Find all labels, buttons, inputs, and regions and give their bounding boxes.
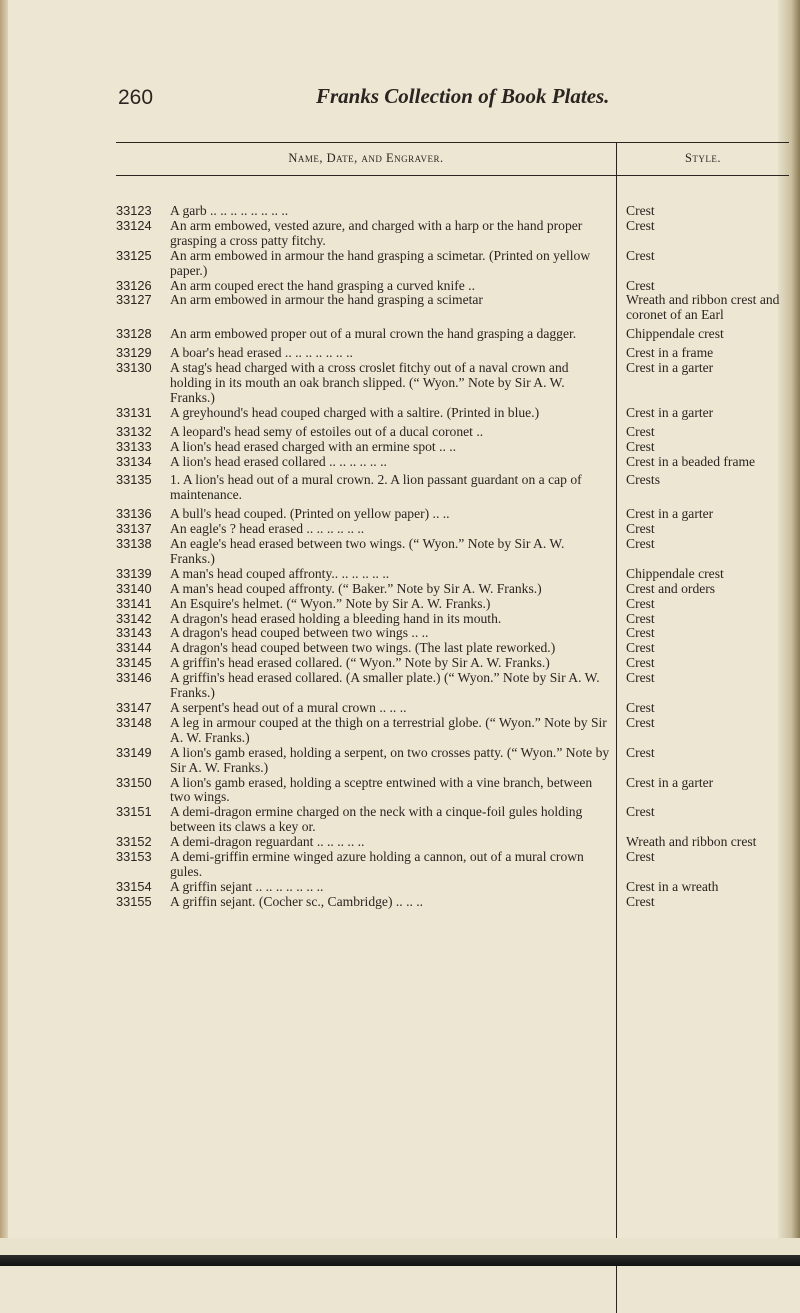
catalogue-entry (116, 746, 792, 776)
entry-number: 33144 (116, 640, 152, 656)
entry-number: 33126 (116, 277, 152, 293)
entry-description: A demi-dragon ermine charged on the neck with a cinque-foil gules holding between its claws a key or. (170, 804, 583, 835)
entry-number: 33139 (116, 565, 152, 581)
entry-style: Crest (626, 203, 655, 218)
entry-style: Crest (626, 804, 655, 820)
entry-number: 33155 (116, 893, 152, 909)
catalogue-entry (116, 522, 792, 537)
entry-number: 33145 (116, 655, 152, 671)
catalogue-entry (116, 346, 792, 361)
entry-description: 1. A lion's head out of a mural crown. 2. A lion passant guardant on a cap of maintenance. (170, 472, 582, 503)
catalogue-entry (116, 293, 792, 323)
catalogue-entry (116, 279, 792, 294)
catalogue-entry (116, 671, 792, 701)
entry-number: 33148 (116, 714, 152, 730)
catalogue-entry (116, 597, 792, 612)
entry-style: Crest (626, 670, 655, 686)
entry-style: Crest (626, 536, 655, 552)
catalogue-entry (116, 656, 792, 671)
catalogue-entry (116, 626, 792, 641)
entry-description: A griffin's head erased collared. (A smaller plate.) (“ Wyon.” Note by Sir A. W. Franks.) (170, 670, 600, 701)
entry-style: Crest (626, 893, 655, 909)
entry-number: 33146 (116, 670, 152, 686)
entry-number: 33136 (116, 506, 152, 522)
entry-description: A lion's head erased charged with an ermine spot .. .. (170, 438, 457, 454)
entry-description: A griffin sejant. (Cocher sc., Cambridge) .. .. .. (170, 893, 424, 909)
entry-description: A lion's gamb erased, holding a sceptre entwined with a vine branch, between two wings. (170, 774, 593, 805)
entry-style: Crest (626, 849, 655, 865)
entry-description: A serpent's head out of a mural crown .. .. .. (170, 700, 407, 715)
entry-style: Crest (626, 423, 655, 439)
top-rule (116, 142, 789, 143)
entry-number: 33131 (116, 404, 152, 420)
entry-style: Crest (626, 595, 655, 611)
entry-number: 33127 (116, 292, 152, 308)
entry-description: A boar's head erased .. .. .. .. .. .. .. (170, 345, 353, 361)
entry-description: A demi-dragon reguardant .. .. .. .. .. (170, 834, 365, 850)
entry-number: 33142 (116, 610, 152, 626)
entry-number: 33123 (116, 203, 152, 218)
catalogue-entry (116, 612, 792, 627)
catalogue-entry (116, 567, 792, 582)
entry-style: Crest (626, 521, 655, 537)
entry-number: 33137 (116, 521, 152, 537)
entry-style: Chippendale crest (626, 565, 724, 581)
entry-description: A griffin sejant .. .. .. .. .. .. .. (170, 878, 324, 894)
catalogue-entry (116, 850, 792, 880)
entry-description: A demi-griffin ermine winged azure holding a cannon, out of a mural crown gules. (170, 849, 584, 879)
catalogue-entry (116, 776, 792, 806)
entry-description: A dragon's head couped between two wings .. .. (170, 625, 429, 641)
entry-style: Crest (626, 625, 655, 641)
catalogue-entry (116, 537, 792, 567)
entry-number: 33130 (116, 360, 152, 376)
entry-description: An arm embowed in armour the hand grasping a scimetar. (Printed on yellow paper.) (170, 247, 591, 278)
entry-style: Crest (626, 700, 655, 715)
entry-number: 33154 (116, 878, 152, 894)
entry-style: Wreath and ribbon crest (626, 834, 757, 850)
entry-style: Crest (626, 714, 655, 730)
entry-style: Crests (626, 472, 660, 488)
entry-description: A leg in armour couped at the thigh on a terrestrial globe. (“ Wyon.” Note by Sir A. W. Franks.) (170, 714, 607, 745)
entry-number: 33153 (116, 849, 152, 865)
entry-style: Crest in a frame (626, 345, 714, 361)
catalogue-entry (116, 880, 792, 895)
catalogue-entry (116, 835, 792, 850)
catalogue-entries (116, 204, 792, 910)
catalogue-entry (116, 641, 792, 656)
entry-style: Crest (626, 610, 655, 626)
entry-description: A man's head couped affronty.. .. .. .. .. .. (170, 565, 390, 581)
entry-description: A dragon's head erased holding a bleeding hand in its mouth. (170, 610, 502, 626)
entry-number: 33141 (116, 595, 152, 611)
entry-number: 33135 (116, 472, 152, 488)
entry-description: An arm couped erect the hand grasping a curved knife .. (170, 277, 475, 293)
catalogue-entry (116, 327, 792, 342)
entry-style: Crest in a garter (626, 404, 714, 420)
entry-style: Crest (626, 640, 655, 656)
entry-description: An Esquire's helmet. (“ Wyon.” Note by Sir A. W. Franks.) (170, 595, 491, 611)
catalogue-entry (116, 716, 792, 746)
entry-number: 33125 (116, 247, 152, 263)
page-number: 260 (118, 86, 154, 109)
entry-number: 33149 (116, 744, 152, 760)
entry-description: An arm embowed in armour the hand grasping a scimetar (170, 292, 483, 308)
catalogue-entry (116, 361, 792, 406)
entry-number: 33138 (116, 536, 152, 552)
entry-description: An eagle's head erased between two wings. (“ Wyon.” Note by Sir A. W. Franks.) (170, 536, 565, 566)
column-header-name: Name, Date, and Engraver. (288, 151, 444, 165)
catalogue-entry (116, 204, 792, 219)
entry-style: Crest in a beaded frame (626, 453, 756, 469)
entry-number: 33129 (116, 345, 152, 361)
catalogue-entry (116, 455, 792, 470)
catalogue-entry (116, 805, 792, 835)
entry-number: 33140 (116, 580, 152, 596)
catalogue-entry (116, 249, 792, 279)
entry-number: 33132 (116, 423, 152, 439)
entry-number: 33134 (116, 453, 152, 469)
entry-number: 33152 (116, 834, 152, 850)
entry-description: A man's head couped affronty. (“ Baker.” Note by Sir A. W. Franks.) (170, 580, 542, 596)
entry-number: 33128 (116, 326, 152, 342)
entry-description: A dragon's head couped between two wings. (The last plate reworked.) (170, 640, 556, 656)
entry-style: Crest (626, 247, 655, 263)
catalogue-entry (116, 507, 792, 522)
catalogue-entry (116, 895, 792, 910)
catalogue-entry (116, 582, 792, 597)
entry-description: A lion's head erased collared .. .. .. .. .. .. (170, 453, 387, 469)
entry-description: A lion's gamb erased, holding a serpent, on two crosses patty. (“ Wyon.” Note by Sir A. W. Franks.) (170, 744, 610, 775)
entry-style: Crest (626, 277, 655, 293)
catalogue-entry (116, 406, 792, 421)
entry-description: A stag's head charged with a cross croslet fitchy out of a naval crown and holding in its mouth an oak branch slipped. (“ Wyon.” Note by Sir A. W. Franks.) (170, 360, 569, 405)
entry-description: A garb .. .. .. .. .. .. .. .. (170, 203, 289, 218)
entry-style: Crest (626, 217, 655, 233)
entry-style: Chippendale crest (626, 326, 724, 342)
entry-description: An eagle's ? head erased .. .. .. .. .. .. (170, 521, 365, 537)
entry-description: A greyhound's head couped charged with a saltire. (Printed in blue.) (170, 404, 540, 420)
entry-number: 33147 (116, 700, 152, 715)
entry-style: Crest and orders (626, 580, 716, 596)
catalogue-entry (116, 425, 792, 440)
entry-description: An arm embowed proper out of a mural crown the hand grasping a dagger. (170, 326, 577, 342)
running-head (0, 84, 800, 114)
catalogue-entry (116, 473, 792, 503)
entry-style: Crest (626, 744, 655, 760)
entry-number: 33151 (116, 804, 152, 820)
entry-number: 33150 (116, 774, 152, 790)
bottom-edge (0, 1238, 800, 1266)
entry-number: 33124 (116, 217, 152, 233)
catalogue-entry (116, 701, 792, 716)
header-rule (116, 175, 789, 176)
entry-style: Crest (626, 438, 655, 454)
entry-number: 33133 (116, 438, 152, 454)
entry-description: An arm embowed, vested azure, and charged with a harp or the hand proper grasping a cross patty fitchy. (170, 217, 583, 248)
entry-description: A bull's head couped. (Printed on yellow paper) .. .. (170, 506, 450, 522)
column-header-style: Style. (684, 151, 722, 165)
entry-style: Crest in a wreath (626, 878, 719, 894)
entry-style: Crest (626, 655, 655, 671)
entry-style: Crest in a garter (626, 506, 714, 522)
entry-style: Wreath and ribbon crest and coronet of an Earl (626, 292, 780, 323)
entry-style: Crest in a garter (626, 774, 714, 790)
entry-description: A leopard's head semy of estoiles out of a ducal coronet .. (170, 423, 484, 439)
entry-description: A griffin's head erased collared. (“ Wyon.” Note by Sir A. W. Franks.) (170, 655, 550, 671)
running-title: Franks Collection of Book Plates. (316, 84, 610, 108)
entry-number: 33143 (116, 625, 152, 641)
entry-style: Crest in a garter (626, 360, 714, 376)
catalogue-entry (116, 219, 792, 249)
catalogue-entry (116, 440, 792, 455)
